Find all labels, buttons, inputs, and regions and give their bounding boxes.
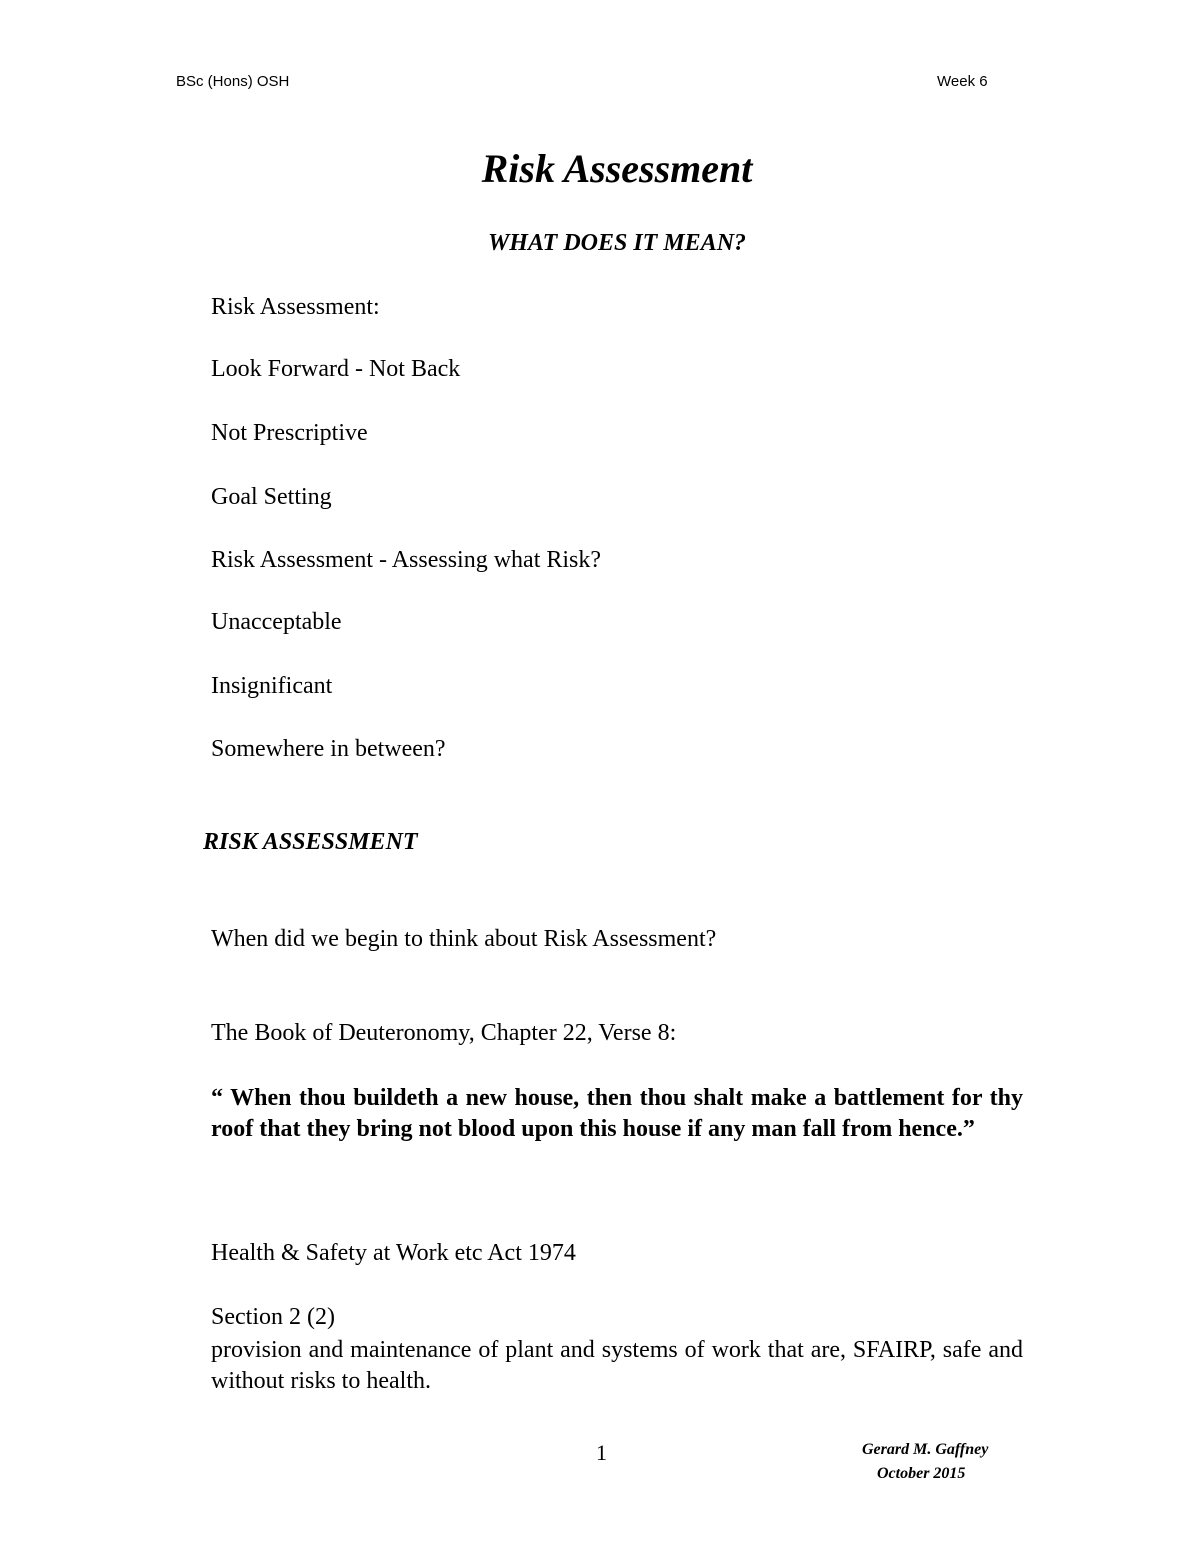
page-title: Risk Assessment <box>481 146 753 191</box>
header-week: Week 6 <box>937 73 988 90</box>
act-title: Health & Safety at Work etc Act 1974 <box>211 1240 576 1266</box>
footer-author: Gerard M. Gaffney <box>862 1441 989 1458</box>
list-item: Risk Assessment: <box>211 294 380 320</box>
footer-date: October 2015 <box>877 1465 966 1482</box>
question-text: When did we begin to think about Risk Assessment? <box>211 926 717 952</box>
list-item: Unacceptable <box>211 609 342 635</box>
header-course: BSc (Hons) OSH <box>176 73 290 90</box>
page-number: 1 <box>596 1440 607 1465</box>
section-heading: RISK ASSESSMENT <box>203 829 418 855</box>
quote-paragraph: “ When thou buildeth a new house, then thou shalt make a battlement for thy roof that they bring not blood upon this house if any man fall from hence.” <box>211 1085 1023 1142</box>
list-item: Risk Assessment - Assessing what Risk? <box>211 547 602 573</box>
list-item: Goal Setting <box>211 484 332 510</box>
section-reference: Section 2 (2) <box>211 1304 335 1330</box>
list-item: Not Prescriptive <box>211 420 368 446</box>
section-text: provision and maintenance of plant and systems of work that are, SFAIRP, safe and without risks to health. <box>211 1337 1023 1394</box>
list-item: Look Forward - Not Back <box>211 356 461 382</box>
bible-reference: The Book of Deuteronomy, Chapter 22, Verse 8: <box>211 1020 677 1046</box>
subtitle: WHAT DOES IT MEAN? <box>487 230 747 256</box>
list-item: Somewhere in between? <box>211 736 446 762</box>
list-item: Insignificant <box>211 673 333 699</box>
